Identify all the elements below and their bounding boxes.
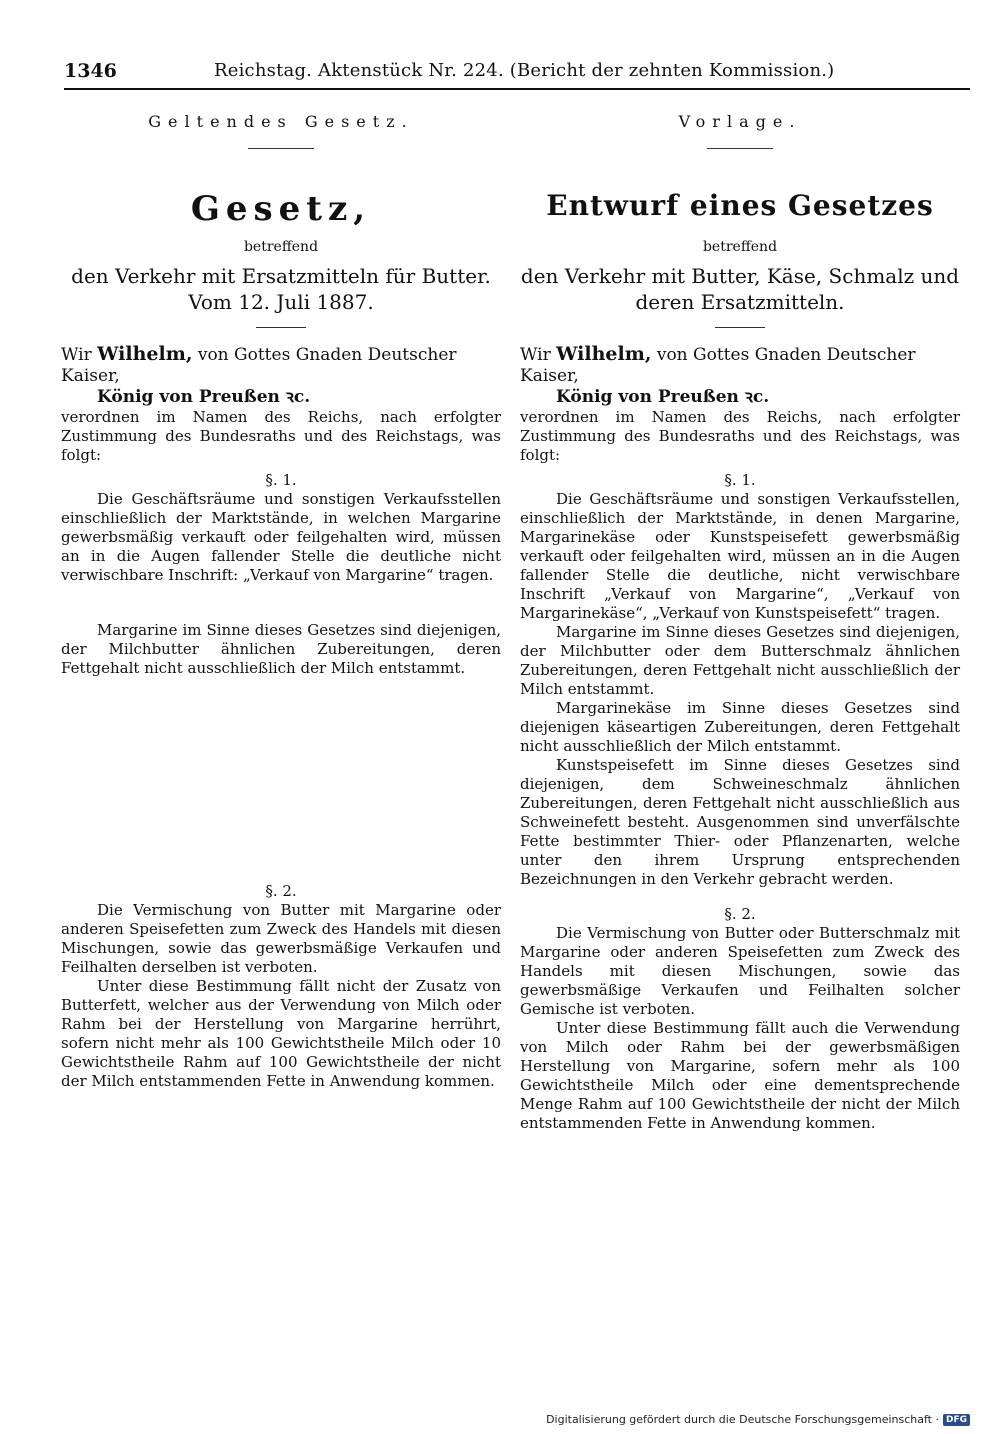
- section-1-paragraph-1: Die Geschäftsräume und sonstigen Verkaufsstellen, einschließlich der Marktstände, in denen Margarine, Margarinekäse oder Kunstspeisefett gewerbsmäßig verkauft oder feilgehalten wird, müssen an in die Augen fallender Stelle die deutliche, nicht verwischbare Inschrift „Verkauf von Margarine“, „Verkauf von Margarinekäse“, „Verkauf von Kunstspeisefett“ tragen.: [520, 490, 960, 622]
- law-subject: den Verkehr mit Butter, Käse, Schmalz und deren Ersatzmitteln.: [520, 264, 960, 314]
- section-2-paragraph-1: Die Vermischung von Butter mit Margarine oder anderen Speisefetten zum Zweck des Handels mit diesen Mischungen, sowie das gewerbsmäßige Verkaufen und Feilhalten derselben ist verboten.: [61, 901, 501, 976]
- section-1-paragraph-3: Margarinekäse im Sinne dieses Gesetzes sind diejenigen käseartigen Zubereitungen, deren Fettgehalt nicht ausschließlich der Milch entstammt.: [520, 699, 960, 755]
- divider: [248, 148, 314, 149]
- right-column: [520, 108, 960, 1133]
- law-subject: den Verkehr mit Ersatzmitteln für Butter.: [71, 264, 491, 288]
- preamble-line-1: [520, 344, 960, 387]
- section-2-heading: §. 2.: [724, 905, 756, 923]
- section-1-paragraph-4: Kunstspeisefett im Sinne dieses Gesetzes sind diejenigen, dem Schweineschmalz ähnlichen Zubereitungen, deren Fettgehalt nicht ausschließlich aus Schweinefett besteht. Ausgenommen sind unverfälschte Fette bestimmter Thier- oder Pflanzenarten, welche unter den ihrem Ursprung entsprechenden Bezeichnungen in den Verkehr gebracht werden.: [520, 756, 960, 888]
- emperor-name: Wilhelm,: [97, 343, 193, 365]
- section-1-heading: §. 1.: [265, 471, 297, 489]
- column-heading: Vorlage.: [678, 112, 802, 131]
- divider: [256, 327, 306, 328]
- divider: [707, 148, 773, 149]
- divider: [715, 327, 765, 328]
- left-column: [61, 108, 501, 1091]
- preamble-suffix: von Gottes Gnaden Deutscher Kaiser,: [61, 345, 457, 386]
- running-title: Reichstag. Aktenstück Nr. 224. (Bericht der zehnten Kommission.): [214, 60, 835, 81]
- emperor-name: Wilhelm,: [556, 343, 652, 365]
- section-2-paragraph-2: Unter diese Bestimmung fällt auch die Verwendung von Milch oder Rahm bei der gewerbsmäßigen Herstellung von Margarine, sofern mehr als 100 Gewichtstheile Milch oder eine dementsprechende Menge Rahm auf 100 Gewichtstheile der nicht der Milch entstammenden Fette in Anwendung kommen.: [520, 1019, 960, 1132]
- section-1-paragraph-1: Die Geschäftsräume und sonstigen Verkaufsstellen einschließlich der Marktstände, in welchen Margarine gewerbsmäßig verkauft oder feilgehalten wird, müssen an in die Augen fallender Stelle die deutliche nicht verwischbare Inschrift: „Verkauf von Margarine“ tragen.: [61, 490, 501, 584]
- enactment-clause: verordnen im Namen des Reichs, nach erfolgter Zustimmung des Bundesraths und des Reichstags, was folgt:: [520, 408, 960, 464]
- dfg-logo-icon: DFG: [943, 1414, 970, 1426]
- section-1-paragraph-2: Margarine im Sinne dieses Gesetzes sind diejenigen, der Milchbutter oder dem Butterschmalz ähnlichen Zubereitungen, deren Fettgehalt nicht ausschließlich der Milch entstammt.: [520, 623, 960, 698]
- preamble-prefix: Wir: [520, 345, 557, 365]
- preamble-prefix: Wir: [61, 345, 98, 365]
- section-1-heading: §. 1.: [724, 471, 756, 489]
- header-rule: [64, 88, 970, 90]
- enactment-clause: verordnen im Namen des Reichs, nach erfolgter Zustimmung des Bundesraths und des Reichstags, was folgt:: [61, 408, 501, 464]
- digitization-credit: [546, 1413, 970, 1426]
- preamble-line-1: [61, 344, 501, 387]
- law-title: Entwurf eines Gesetzes: [546, 189, 934, 222]
- page-header: [64, 58, 970, 86]
- preamble-suffix: von Gottes Gnaden Deutscher Kaiser,: [520, 345, 916, 386]
- section-2-paragraph-1: Die Vermischung von Butter oder Butterschmalz mit Margarine oder anderen Speisefetten zum Zweck des Handels mit diesen Mischungen, sowie das gewerbsmäßige Verkaufen und Feilhalten solcher Gemische ist verboten.: [520, 924, 960, 1018]
- law-title: Gesetz,: [190, 189, 372, 229]
- law-date: Vom 12. Juli 1887.: [188, 290, 374, 314]
- section-2-paragraph-2: Unter diese Bestimmung fällt nicht der Zusatz von Butterfett, welcher aus der Verwendung von Milch oder Rahm bei der Herstellung von Margarine herrührt, sofern nicht mehr als 100 Gewichtstheile Milch oder 10 Gewichtstheile Rahm auf 100 Gewichtstheile der nicht der Milch entstammenden Fette in Anwendung kommen.: [61, 977, 501, 1090]
- credit-text: Digitalisierung gefördert durch die Deutsche Forschungsgemeinschaft ·: [546, 1413, 939, 1426]
- preamble-line-2: König von Preußen ꝛc.: [556, 387, 770, 407]
- betreffend-label: betreffend: [702, 239, 778, 255]
- section-2-heading: §. 2.: [265, 882, 297, 900]
- section-1-paragraph-2: Margarine im Sinne dieses Gesetzes sind diejenigen, der Milchbutter ähnlichen Zubereitungen, deren Fettgehalt nicht ausschließlich der Milch entstammt.: [61, 621, 501, 677]
- betreffend-label: betreffend: [243, 239, 319, 255]
- column-heading: Geltendes Gesetz.: [148, 112, 414, 131]
- preamble-line-2: König von Preußen ꝛc.: [97, 387, 311, 407]
- page-number: 1346: [64, 60, 117, 82]
